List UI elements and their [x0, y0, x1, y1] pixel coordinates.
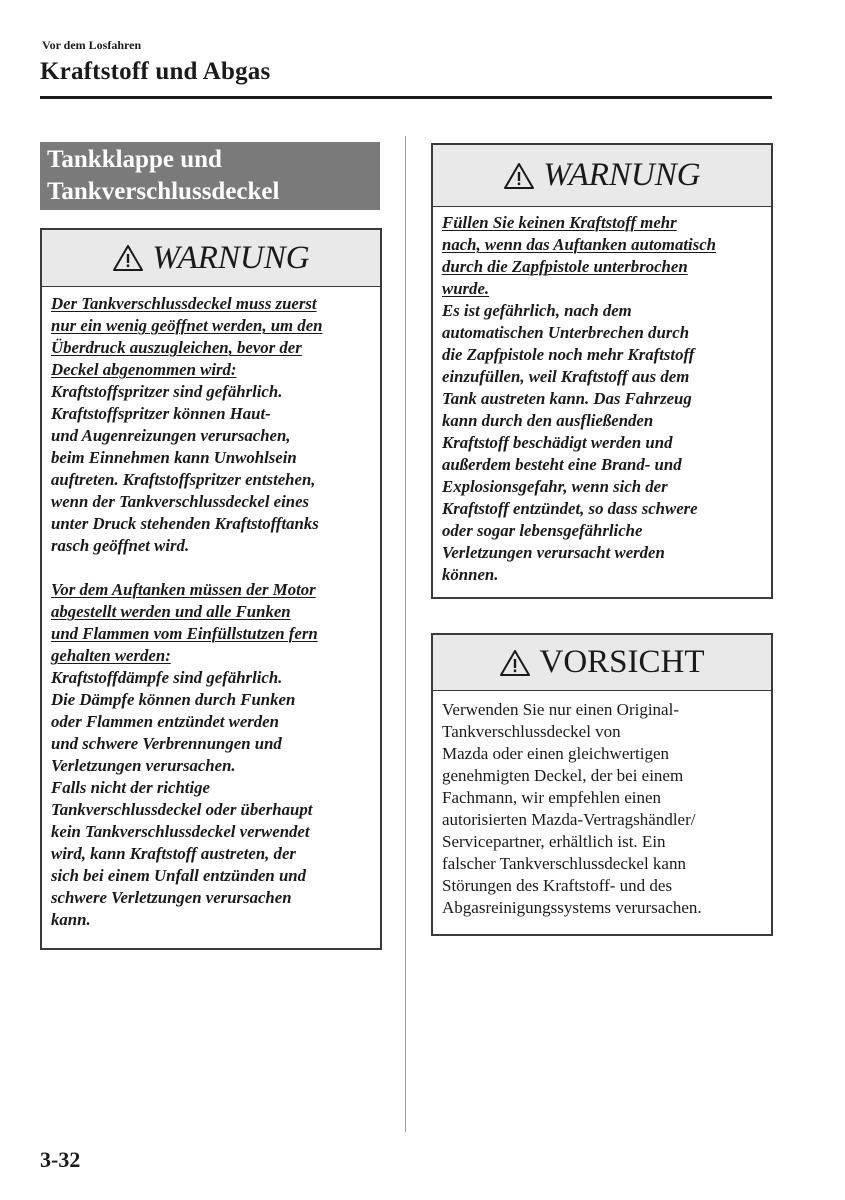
text-line: auftreten. Kraftstoffspritzer entstehen,: [51, 470, 316, 489]
text-line: Es ist gefährlich, nach dem: [442, 301, 632, 320]
text-line: Kraftstoff beschädigt werden und: [442, 433, 673, 452]
caution-title: VORSICHT: [539, 644, 705, 680]
text-line: Falls nicht der richtige: [51, 778, 210, 797]
header-rule: [40, 96, 772, 99]
text-line: Verwenden Sie nur einen Original-: [442, 700, 679, 719]
text-line: Deckel abgenommen wird:: [51, 360, 237, 379]
text-line: können.: [442, 565, 499, 584]
warning-left-paragraph-2: [51, 579, 380, 931]
text-line: wird, kann Kraftstoff austreten, der: [51, 844, 296, 863]
warning-title: WARNUNG: [543, 157, 701, 193]
warning-right-body: [433, 207, 771, 586]
text-line: kein Tankverschlussdeckel verwendet: [51, 822, 310, 841]
warning-box-right-header: [433, 145, 771, 207]
text-line: unter Druck stehenden Kraftstofftanks: [51, 514, 319, 533]
text-line: beim Einnehmen kann Unwohlsein: [51, 448, 297, 467]
warning-right-paragraph: [442, 212, 771, 586]
text-line: oder Flammen entzündet werden: [51, 712, 279, 731]
text-line: kann.: [51, 910, 91, 929]
text-line: Verletzungen verursachen.: [51, 756, 236, 775]
warning-triangle-icon: [112, 244, 144, 272]
text-line: wenn der Tankverschlussdeckel eines: [51, 492, 310, 511]
text-line: die Zapfpistole noch mehr Kraftstoff: [442, 345, 695, 364]
text-line: durch die Zapfpistole unterbrochen: [442, 257, 688, 276]
text-line: Kraftstoffspritzer sind gefährlich.: [51, 382, 283, 401]
text-line: Überdruck auszugleichen, bevor der: [51, 338, 302, 357]
warning-left-paragraph-1: [51, 293, 380, 557]
text-line: und Augenreizungen verursachen,: [51, 426, 291, 445]
text-line: Tankverschlussdeckel von: [442, 722, 621, 741]
text-line: Vor dem Auftanken müssen der Motor: [51, 580, 316, 599]
text-line: kann durch den ausfließenden: [442, 411, 654, 430]
text-line: Störungen des Kraftstoff- und des: [442, 876, 673, 895]
warning-box-right: [431, 143, 773, 599]
text-line: einzufüllen, weil Kraftstoff aus dem: [442, 367, 690, 386]
text-line: Tankverschlussdeckel oder überhaupt: [51, 800, 313, 819]
text-line: sich bei einem Unfall entzünden und: [51, 866, 307, 885]
text-line: automatischen Unterbrechen durch: [442, 323, 690, 342]
text-line: Fachmann, wir empfehlen einen: [442, 788, 662, 807]
caution-body: [433, 691, 771, 919]
text-line: nach, wenn das Auftanken automatisch: [442, 235, 717, 254]
section-heading: [40, 142, 380, 210]
text-line: genehmigten Deckel, der bei einem: [442, 766, 684, 785]
text-line: und schwere Verbrennungen und: [51, 734, 282, 753]
text-line: Abgasreinigungssystems verursachen.: [442, 898, 702, 917]
text-line: autorisierten Mazda-Vertragshändler/: [442, 810, 696, 829]
section-heading-line-1: Tankklappe und: [47, 146, 222, 173]
text-line: Explosionsgefahr, wenn sich der: [442, 477, 668, 496]
text-line: Servicepartner, erhältlich ist. Ein: [442, 832, 666, 851]
page-title: Kraftstoff und Abgas: [40, 58, 271, 85]
caution-triangle-icon: [499, 649, 531, 677]
text-line: und Flammen vom Einfüllstutzen fern: [51, 624, 318, 643]
text-line: Tank austreten kann. Das Fahrzeug: [442, 389, 692, 408]
text-line: wurde.: [442, 279, 490, 298]
page-number: 3-32: [40, 1147, 81, 1172]
text-line: Kraftstoff entzündet, so dass schwere: [442, 499, 698, 518]
text-line: Füllen Sie keinen Kraftstoff mehr: [442, 213, 677, 232]
text-line: Mazda oder einen gleichwertigen: [442, 744, 670, 763]
text-line: rasch geöffnet wird.: [51, 536, 190, 555]
text-line: Verletzungen verursacht werden: [442, 543, 665, 562]
warning-triangle-icon: [503, 162, 535, 190]
warning-box-left: [40, 228, 382, 950]
text-line: Der Tankverschlussdeckel muss zuerst: [51, 294, 317, 313]
text-line: außerdem besteht eine Brand- und: [442, 455, 682, 474]
section-heading-line-2: Tankverschlussdeckel: [47, 178, 280, 205]
text-line: oder sogar lebensgefährliche: [442, 521, 643, 540]
warning-left-body: [42, 287, 380, 931]
column-divider: [405, 136, 406, 1132]
caution-paragraph: [442, 699, 771, 919]
caution-box: [431, 633, 773, 936]
text-line: nur ein wenig geöffnet werden, um den: [51, 316, 323, 335]
text-line: Kraftstoffdämpfe sind gefährlich.: [51, 668, 283, 687]
text-line: Die Dämpfe können durch Funken: [51, 690, 296, 709]
text-line: abgestellt werden und alle Funken: [51, 602, 291, 621]
text-line: schwere Verletzungen verursachen: [51, 888, 292, 907]
warning-title: WARNUNG: [152, 239, 310, 276]
text-line: Kraftstoffspritzer können Haut-: [51, 404, 271, 423]
text-line: gehalten werden:: [51, 646, 171, 665]
text-line: falscher Tankverschlussdeckel kann: [442, 854, 686, 873]
warning-box-left-header: [42, 230, 380, 287]
caution-box-header: [433, 635, 771, 691]
breadcrumb: Vor dem Losfahren: [42, 38, 142, 52]
